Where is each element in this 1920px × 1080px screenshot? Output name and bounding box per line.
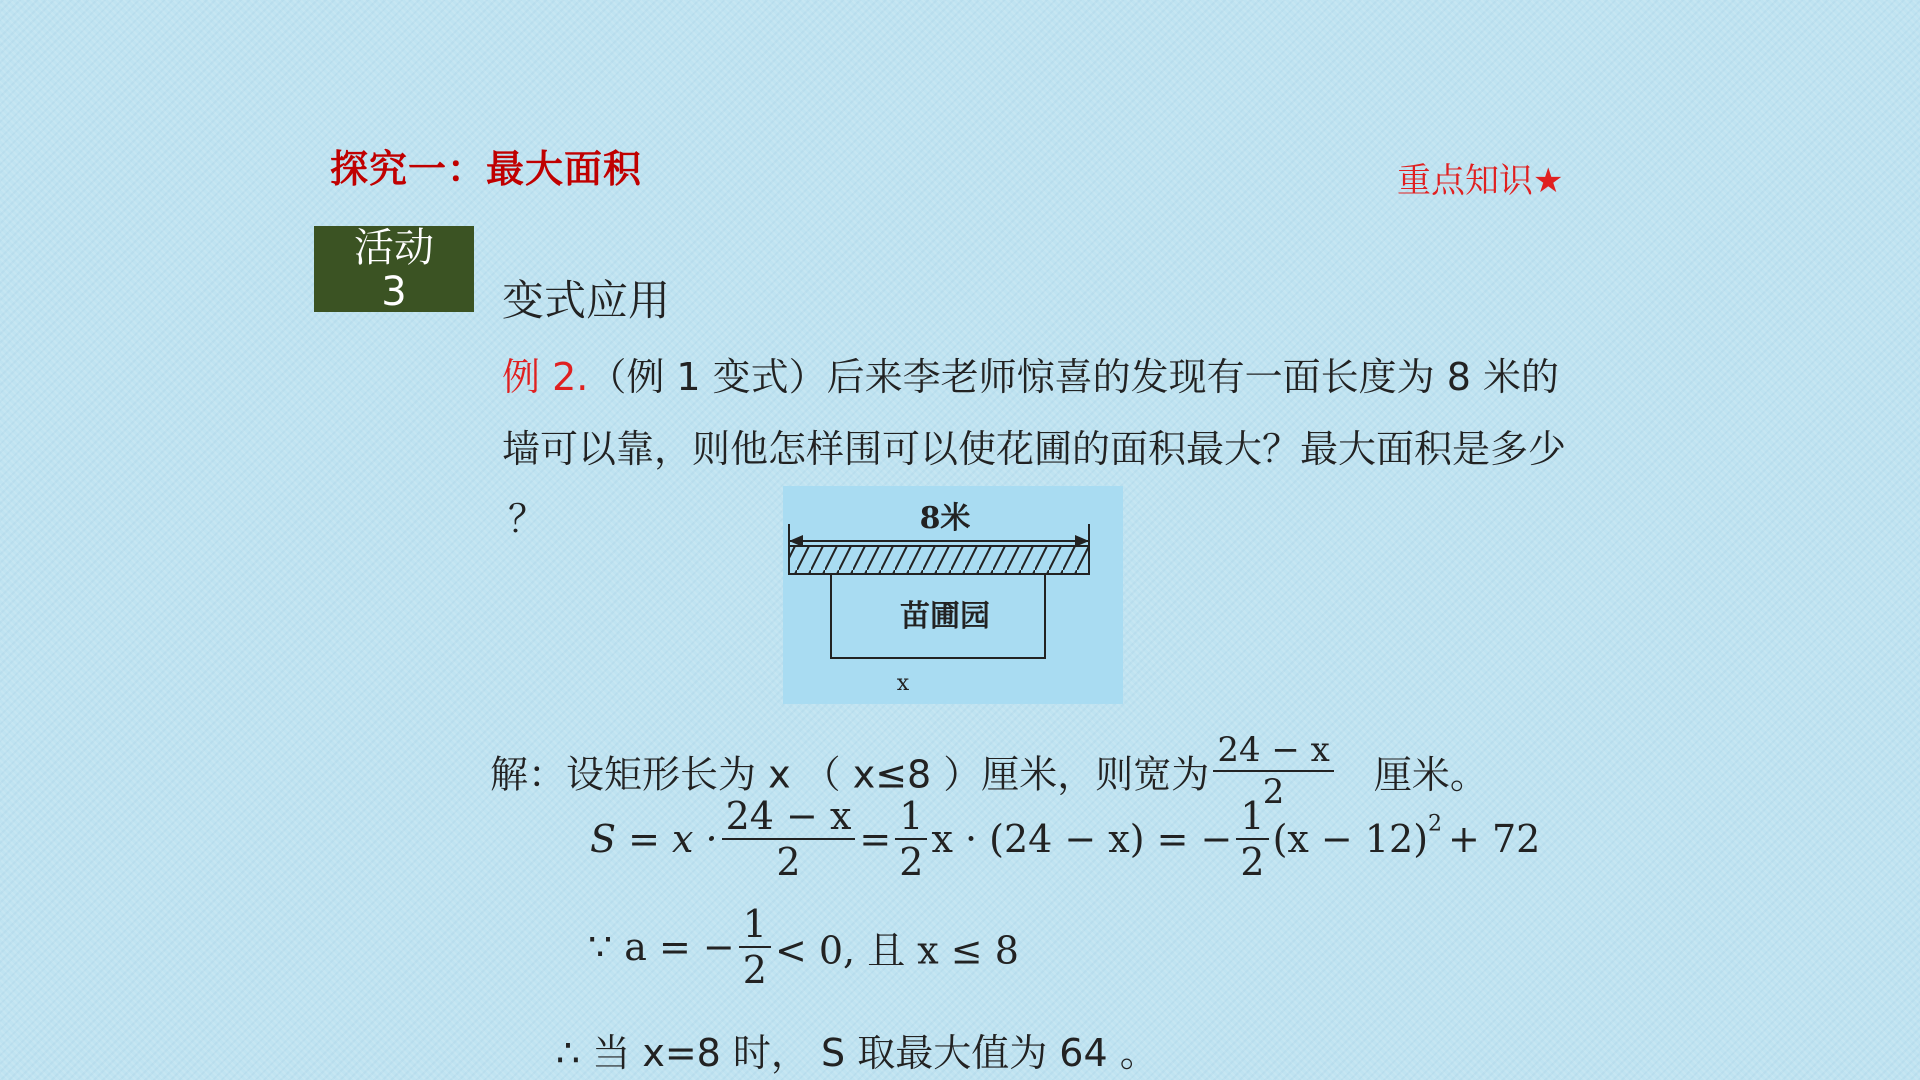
eq-middle: x · (24 − x) = −	[931, 817, 1233, 861]
eq-fraction-denominator: 2	[776, 840, 801, 884]
side-label: x	[896, 671, 910, 696]
eq-half2-denominator: 2	[1240, 840, 1265, 884]
wall	[789, 546, 1089, 574]
conclusion-line: ∴ 当 x=8 时， S 取最大值为 64 。	[556, 1031, 1158, 1075]
problem-line-3: ？	[508, 497, 547, 541]
problem-prefix: 例 2.	[502, 355, 589, 399]
cond-fraction-numerator: 1	[739, 902, 771, 948]
eq-half-numerator: 1	[895, 794, 927, 840]
section-title: 探究一：最大面积	[330, 147, 643, 191]
eq-half-denominator: 2	[899, 840, 924, 884]
eq-half-2	[1236, 794, 1268, 884]
area-equation	[590, 794, 1540, 884]
solution-intro: 解：设矩形长为 x （ x≤8 ）厘米，则宽为	[490, 752, 1210, 797]
condition-line	[588, 902, 1019, 992]
garden-figure	[783, 486, 1123, 704]
activity-badge	[314, 226, 474, 312]
eq-tail: (x − 12)	[1272, 817, 1429, 861]
eq-half2-numerator: 1	[1236, 794, 1268, 840]
width-fraction-numerator: 24 − x	[1213, 730, 1334, 772]
wall-label: 8米	[919, 501, 971, 536]
eq-fraction	[722, 794, 856, 884]
problem-line-1	[502, 346, 1559, 401]
eq-half	[895, 794, 927, 884]
activity-badge-line1: 活动	[354, 226, 434, 271]
cond-fraction	[739, 902, 771, 992]
problem-line-2: 墙可以靠，则他怎样围可以使花圃的面积最大？最大面积是多少	[502, 427, 1567, 471]
garden-label: 苗圃园	[900, 599, 990, 634]
cond-fraction-denominator: 2	[742, 948, 767, 992]
cond-start: ∵ a = −	[588, 925, 735, 969]
eq-square-exponent: 2	[1428, 811, 1443, 837]
eq-fraction-numerator: 24 − x	[722, 794, 856, 840]
problem-line1-text: （例 1 变式）后来李老师惊喜的发现有一面长度为 8 米的	[588, 355, 1560, 399]
activity-subtitle: 变式应用	[502, 276, 671, 325]
width-unit: 厘米。	[1373, 752, 1488, 797]
eq-equals: =	[859, 817, 892, 861]
activity-badge-line2: 3	[381, 269, 407, 312]
garden-diagram	[783, 486, 1123, 704]
width-fraction-denominator: 2	[1262, 772, 1285, 812]
eq-end: + 72	[1448, 817, 1541, 861]
key-point-label: 重点知识★	[1397, 161, 1564, 201]
cond-end: < 0, 且 x ≤ 8	[774, 928, 1019, 973]
eq-lhs: S = x ·	[590, 817, 718, 861]
